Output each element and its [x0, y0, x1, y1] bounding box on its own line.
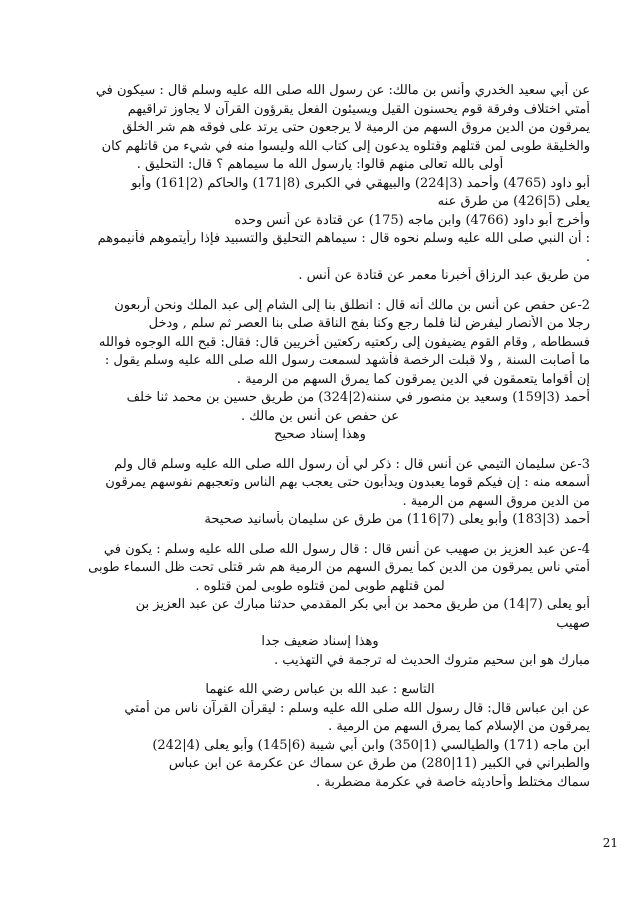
text-line: رجلا من الأنصار ليفرض لنا فلما رجع وكنا بفج الناقة صلى بنا العصر ثم سلم , ودخل	[148, 316, 590, 331]
text-line: أمتي ناس يمرقون من الدين كما يمرق السهم من الرمية هم شر قتلى تحت ظل السماء طوبى	[88, 560, 590, 575]
section-heading: التاسع : عبد الله بن عباس رضي الله عنهما	[205, 682, 435, 697]
text-line: أسمعه منه : إن فيكم قوما يعبدون ويدأبون حتى يعجب بهم الناس وتعجبهم نفوسهم يمرقون	[105, 475, 590, 490]
section-5	[50, 681, 590, 792]
text-line: أحمد (3|183) وأبو يعلى (7|116) من طرق عن سليمان بأسانيد صحيحة	[204, 512, 590, 527]
text-line: ابن ماجه (171) والطيالسي (1|350) وابن أبي شيبة (6|145) وأبو يعلى (4|242)	[152, 737, 590, 753]
text-line: : أن النبي صلى الله عليه وسلم نحوه قال : سيماهم التحليق والتسبيد فإذا رأيتموهم فأنيموهم	[97, 231, 590, 246]
page-number: 21	[602, 836, 618, 850]
section-3	[50, 456, 590, 530]
text-line: لمن قتلهم طوبى لمن قتلوه طوبى لمن قتلوه .	[195, 578, 445, 594]
text-line: .	[585, 249, 590, 265]
text-line: أبو يعلى (7|14) من طريق محمد بن أبي بكر المقدمي حدثنا مبارك عن عبد العزيز بن	[135, 597, 590, 612]
text-line: والخليقة طوبى لمن قتلهم وقتلوه يدعون إلى كتاب الله وليسوا منه في شيء من قاتلهم كان	[101, 138, 590, 154]
text-line: وهذا إسناد صحيح	[274, 427, 366, 442]
text-line: 4-عن عبد العزيز بن صهيب عن أنس قال : قال رسول الله صلى الله عليه وسلم : يكون في	[103, 541, 590, 557]
section-1	[50, 82, 590, 286]
text-line: عن ابن عباس قال: قال رسول الله صلى الله عليه وسلم : ليقرأن القرآن ناس من أمتي	[124, 700, 590, 716]
text-line: فسطاطه , وقام القوم يضيفون إلى ركعتيه ركعتين أخريين قال: فقال: قبح الله الوجوه فوالله	[98, 334, 590, 350]
text-line: أمتي اختلاف وفرقة قوم يحسنون القيل ويسيئون الفعل يقرؤون القرآن لا يجاوز تراقيهم	[127, 101, 590, 117]
text-line: أولى بالله تعالى منهم قالوا: يارسول الله ما سيماهم ؟ قال: التحليق .	[136, 157, 504, 172]
text-line: وهذا إسناد ضعيف جدا	[261, 634, 379, 649]
text-line: عن أبي سعيد الخدري وأنس بن مالك: عن رسول الله صلى الله عليه وسلم قال : سيكون في	[95, 83, 590, 98]
text-line: من الدين مروق السهم من الرمية .	[402, 493, 590, 509]
text-line: أحمد (3|159) وسعيد بن منصور في سننه(2|324) من طريق حسين بن محمد ثنا خلف	[126, 390, 590, 405]
text-line: 3-عن سليمان التيمي عن أنس قال : ذكر لي أن رسول الله صلى الله عليه وسلم قال ولم	[114, 456, 590, 472]
section-2	[50, 297, 590, 445]
text-line: يمرقون من الإسلام كما يمرق السهم من الرمية .	[328, 719, 590, 734]
text-line: عن حفص عن أنس بن مالك .	[241, 408, 399, 424]
text-line: وأخرج أبو داود (4766) وابن ماجه (175) عن قتادة عن أنس وحده	[234, 212, 590, 228]
text-line: يمرقون من الدين مروق السهم من الرمية لا يرجعون حتى يرتد على فوقه هم شر الخلق	[122, 120, 590, 135]
text-line: إن أقواما يتعمقون في الدين يمرقون كما يمرق السهم من الرمية .	[236, 371, 590, 387]
text-line: يعلى (5|426) من طرق عنه	[437, 194, 590, 209]
page-body	[50, 82, 590, 803]
text-line: صهيب	[556, 615, 590, 631]
section-4	[50, 541, 590, 671]
text-line: أبو داود (4765) وأحمد (3|224) والبيهقي في الكبرى (8|171) والحاكم (2|161) وأبو	[131, 175, 590, 191]
text-line: والطبراني في الكبير (11|280) من طرق عن سماك عن عكرمة عن ابن عباس	[168, 756, 590, 771]
text-line: ما أصابت السنة , ولا قبلت الرخصة فأشهد لسمعت رسول الله صلى الله عليه وسلم يقول :	[104, 353, 590, 368]
text-line: مبارك هو ابن سحيم متروك الحديث له ترجمة في التهذيب .	[273, 652, 590, 668]
text-line: من طريق عبد الرزاق أخبرنا معمر عن قتادة عن أنس .	[298, 268, 590, 283]
text-line: سماك مختلط وأحاديثه خاصة في عكرمة مضطربة .	[315, 774, 590, 790]
text-line: 2-عن حفص عن أنس بن مالك أنه قال : انطلق بنا إلى الشام إلى عبد الملك ونحن أربعون	[114, 297, 590, 313]
